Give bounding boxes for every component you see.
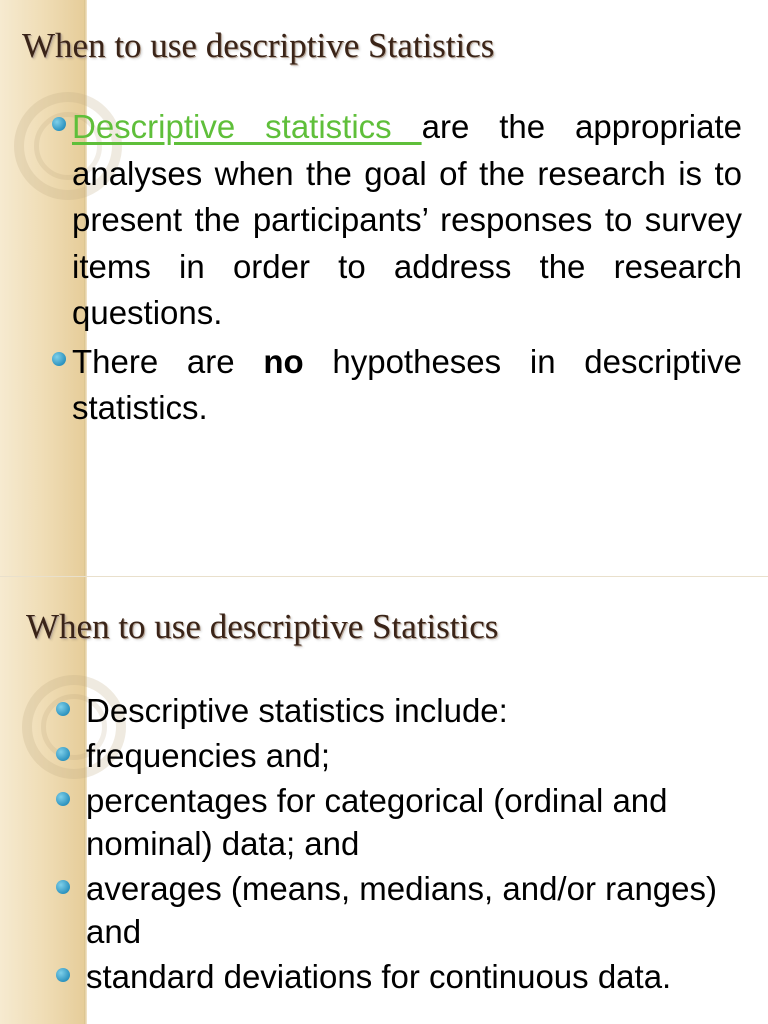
bullet-dot-icon — [56, 792, 70, 806]
bullet-text: standard deviations for continuous data. — [86, 958, 672, 995]
bullet-text: averages (means, medians, and/or ranges) and — [86, 870, 717, 950]
slide-title: When to use descriptive Statistics — [22, 26, 495, 65]
bullet-item — [78, 955, 728, 998]
bullet-text: Descriptive statistics include: — [86, 692, 508, 729]
bullet-text: percentages for categorical (ordinal and nominal) data; and — [86, 782, 668, 862]
bullet-text: frequencies and; — [86, 737, 331, 774]
slide-title: When to use descriptive Statistics — [26, 607, 499, 646]
bullet-text: are the appropriate analyses when the goal of the research is to present the participants’ responses to survey items in order to address the research questions. — [72, 108, 742, 331]
bullet-list — [72, 104, 742, 434]
slide-2 — [0, 576, 768, 1024]
bullet-dot-icon — [56, 702, 70, 716]
bullet-dot-icon — [52, 352, 66, 366]
bullet-item — [72, 104, 742, 337]
bullet-list — [78, 689, 728, 1000]
bullet-dot-icon — [52, 117, 66, 131]
descriptive-statistics-link[interactable]: Descriptive statistics — [72, 108, 422, 145]
bullet-text-after: hypotheses in descriptive statistics. — [72, 342, 742, 426]
bullet-item — [78, 779, 728, 865]
bullet-item — [72, 339, 742, 432]
bullet-item — [78, 867, 728, 953]
bullet-item — [78, 734, 728, 777]
emphasis-no: no — [263, 342, 304, 380]
bullet-dot-icon — [56, 880, 70, 894]
bullet-dot-icon — [56, 968, 70, 982]
bullet-item — [78, 689, 728, 732]
bullet-dot-icon — [56, 747, 70, 761]
bullet-text-before: There are — [72, 342, 264, 380]
